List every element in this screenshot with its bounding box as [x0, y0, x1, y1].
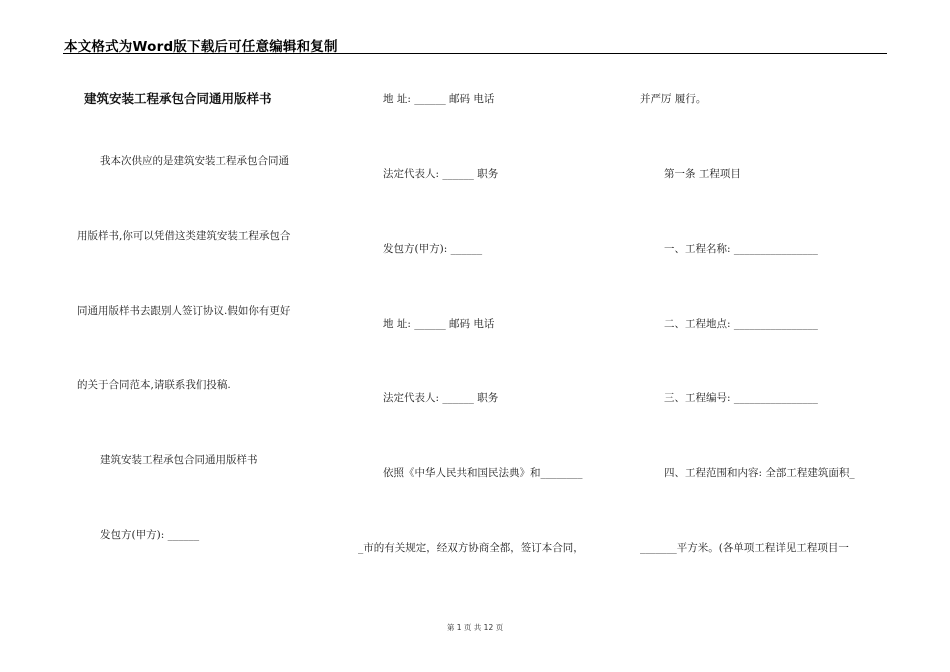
column2-line-6: 依照《中华人民共和国民法典》和________ [383, 467, 583, 479]
column1-line-4: 的关于合同范本,请联系我们投稿. [77, 379, 231, 391]
page-header-title: 本文格式为Word版下载后可任意编辑和复制 [64, 39, 338, 55]
column1-line-5: 建筑安装工程承包合同通用版样书 [100, 454, 258, 466]
column2-line-7: _市的有关规定，经双方协商全都，签订本合同， [358, 542, 584, 554]
column2-line-3: 发包方(甲方): ______ [383, 243, 483, 255]
column3-line-2: 第一条 工程项目 [664, 168, 741, 180]
page-number-footer: 第 1 页 共 12 页 [446, 623, 504, 632]
column3-line-5: 三、工程编号: ________________ [664, 392, 818, 404]
column2-line-5: 法定代表人: ______ 职务 [383, 392, 499, 404]
column3-line-7: _______平方米。(各单项工程详见工程项目一 [640, 542, 849, 554]
column2-line-2: 法定代表人: ______ 职务 [383, 168, 499, 180]
header-divider [63, 53, 887, 54]
column2-line-1: 地 址: ______ 邮码 电话 [383, 93, 495, 105]
column1-line-3: 同通用版样书去跟别人签订协议.假如你有更好 [77, 305, 291, 317]
column1-line-6: 发包方(甲方): ______ [100, 529, 200, 541]
column1-line-1: 我本次供应的是建筑安装工程承包合同通 [100, 155, 289, 167]
column3-line-6: 四、工程范围和内容: 全部工程建筑面积_ [664, 467, 855, 479]
column1-line-2: 用版样书,你可以凭借这类建筑安装工程承包合 [77, 230, 291, 242]
column3-line-3: 一、工程名称: ________________ [664, 243, 818, 255]
document-title: 建筑安装工程承包合同通用版样书 [84, 91, 272, 106]
column3-line-1: 并严厉 履行。 [640, 93, 707, 105]
column3-line-4: 二、工程地点: ________________ [664, 318, 818, 330]
column2-line-4: 地 址: ______ 邮码 电话 [383, 318, 495, 330]
